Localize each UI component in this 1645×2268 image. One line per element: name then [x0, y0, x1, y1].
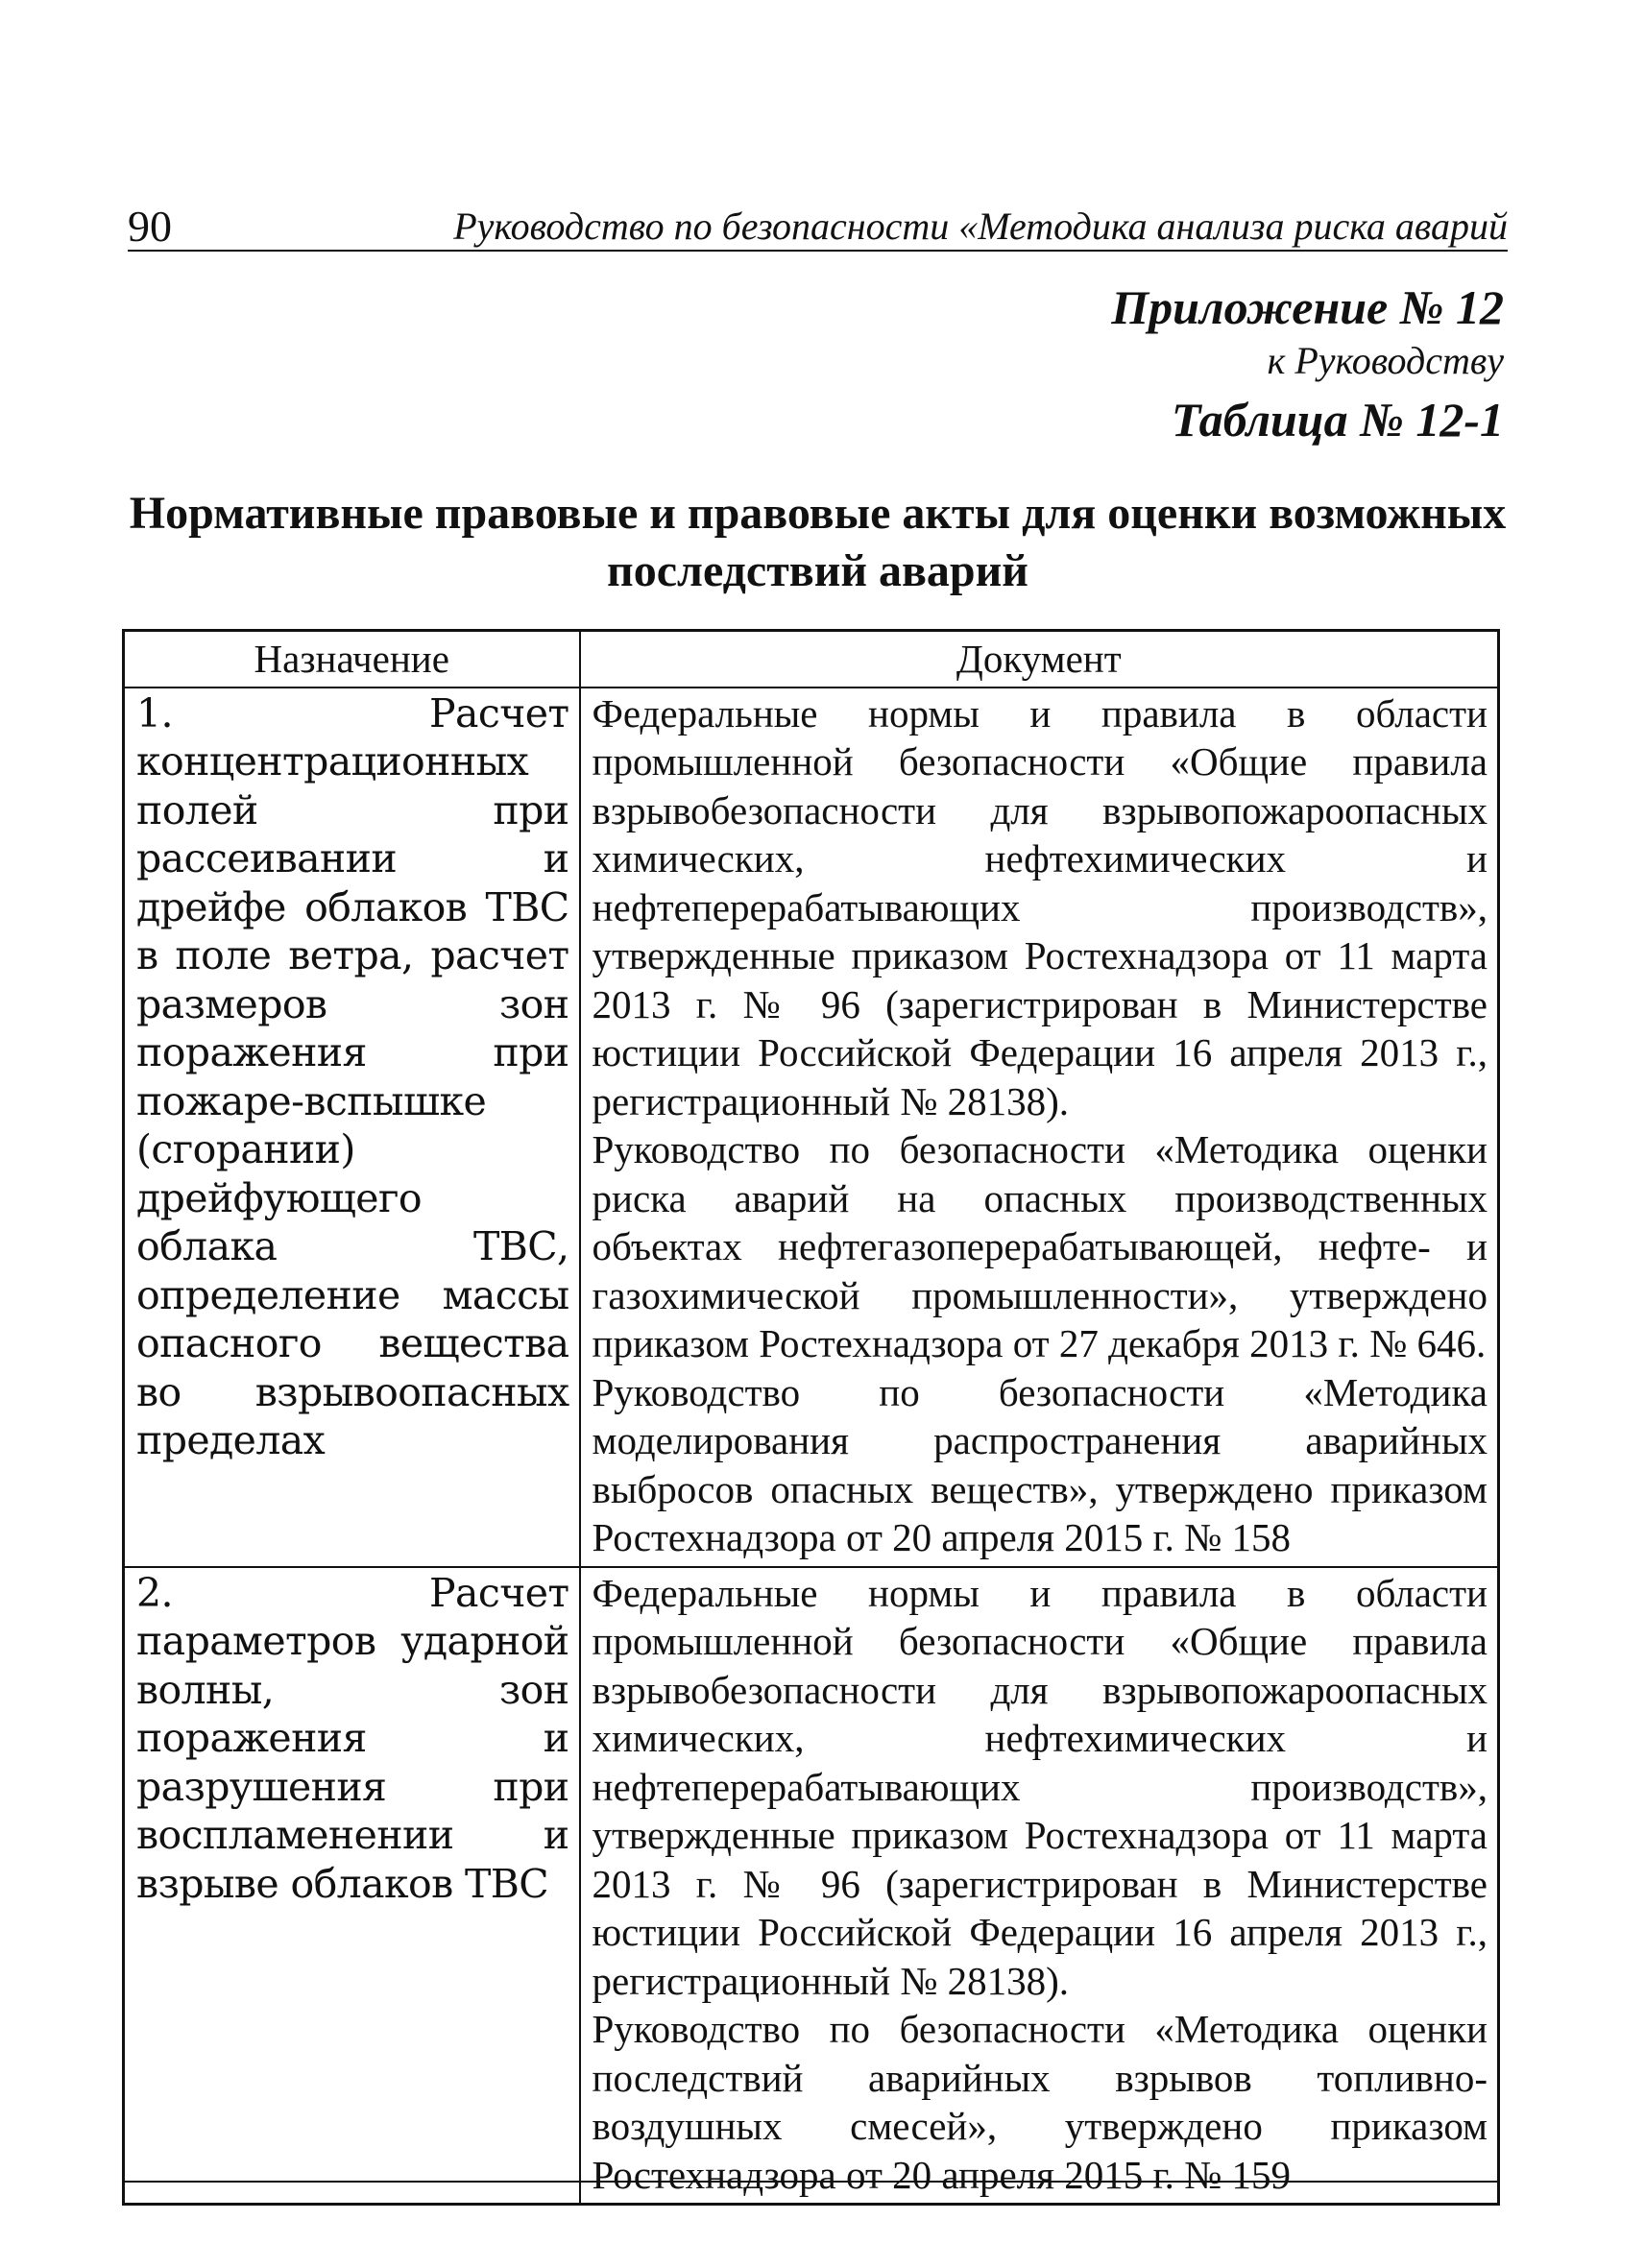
footer-rule [122, 2181, 1497, 2183]
running-head: Руководство по безопасности «Методика анализа риска аварий [453, 205, 1508, 248]
appendix-subtitle: к Руководству [1267, 339, 1504, 382]
page-number: 90 [128, 202, 172, 251]
column-header-purpose: Назначение [124, 631, 580, 688]
document-entry: Руководство по безопасности «Методика моделирования распространения аварийных выбросов опасных веществ», утверждено приказом Ростехнадзора от 20 апреля 2015 г. № 158 [592, 1369, 1488, 1559]
table-row [124, 1567, 1499, 2205]
document-entry: Федеральные нормы и правила в области промышленной безопасности «Общие правила взрывобезопасности для взрывопожароопасных химических, нефтехимических и нефтеперерабатывающих производств», утвержденные приказом Ростехнадзора от 11 марта 2013 г. № 96 (зарегистрирован в Министерстве юстиции Российской Федерации 16 апреля 2013 г., регистрационный № 28138). [592, 1570, 1488, 2003]
document-entry: Руководство по безопасности «Методика оценки последствий аварийных взрывов топливно-воздушных смесей», утверждено приказом Ростехнадзора от 20 апреля 2015 г. № 159 [592, 2007, 1488, 2197]
header-rule [128, 250, 1508, 252]
document-entry: Руководство по безопасности «Методика оценки риска аварий на опасных производственных объектах нефтегазоперерабатывающей, нефте- и газохимической промышленности», утверждено приказом Ростехнадзора от 27 декабря 2013 г. № 646. [592, 1127, 1488, 1365]
table-number: Таблица № 12-1 [1171, 393, 1504, 446]
table-row [124, 688, 1499, 1567]
document-title: Нормативные правовые и правовые акты для оценки возможных последствий аварий [129, 488, 1507, 596]
document-entry: Федеральные нормы и правила в области промышленной безопасности «Общие правила взрывобезопасности для взрывопожароопасных химических, нефтехимических и нефтеперерабатывающих производств», утвержденные приказом Ростехнадзора от 11 марта 2013 г. № 96 (зарегистрирован в Министерстве юстиции Российской Федерации 16 апреля 2013 г., регистрационный № 28138). [592, 690, 1488, 1123]
column-header-document: Документ [580, 631, 1499, 688]
document-cell [580, 1567, 1499, 2205]
legal-acts-table [122, 629, 1500, 2206]
document-cell [580, 688, 1499, 1567]
purpose-cell: 2. Расчет параметров ударной волны, зон поражения и разрушения при воспламенении и взрыве облаков ТВС [124, 1567, 580, 2205]
appendix-title: Приложение № 12 [1111, 280, 1504, 334]
purpose-cell: 1. Расчет концентрационных полей при рассеивании и дрейфе облаков ТВС в поле ветра, расчет размеров зон поражения при пожаре-вспышке (сгорании) дрейфующего облака ТВС, определение массы опасного вещества во взрывоопасных пределах [124, 688, 580, 1567]
table-header-row [124, 631, 1499, 688]
